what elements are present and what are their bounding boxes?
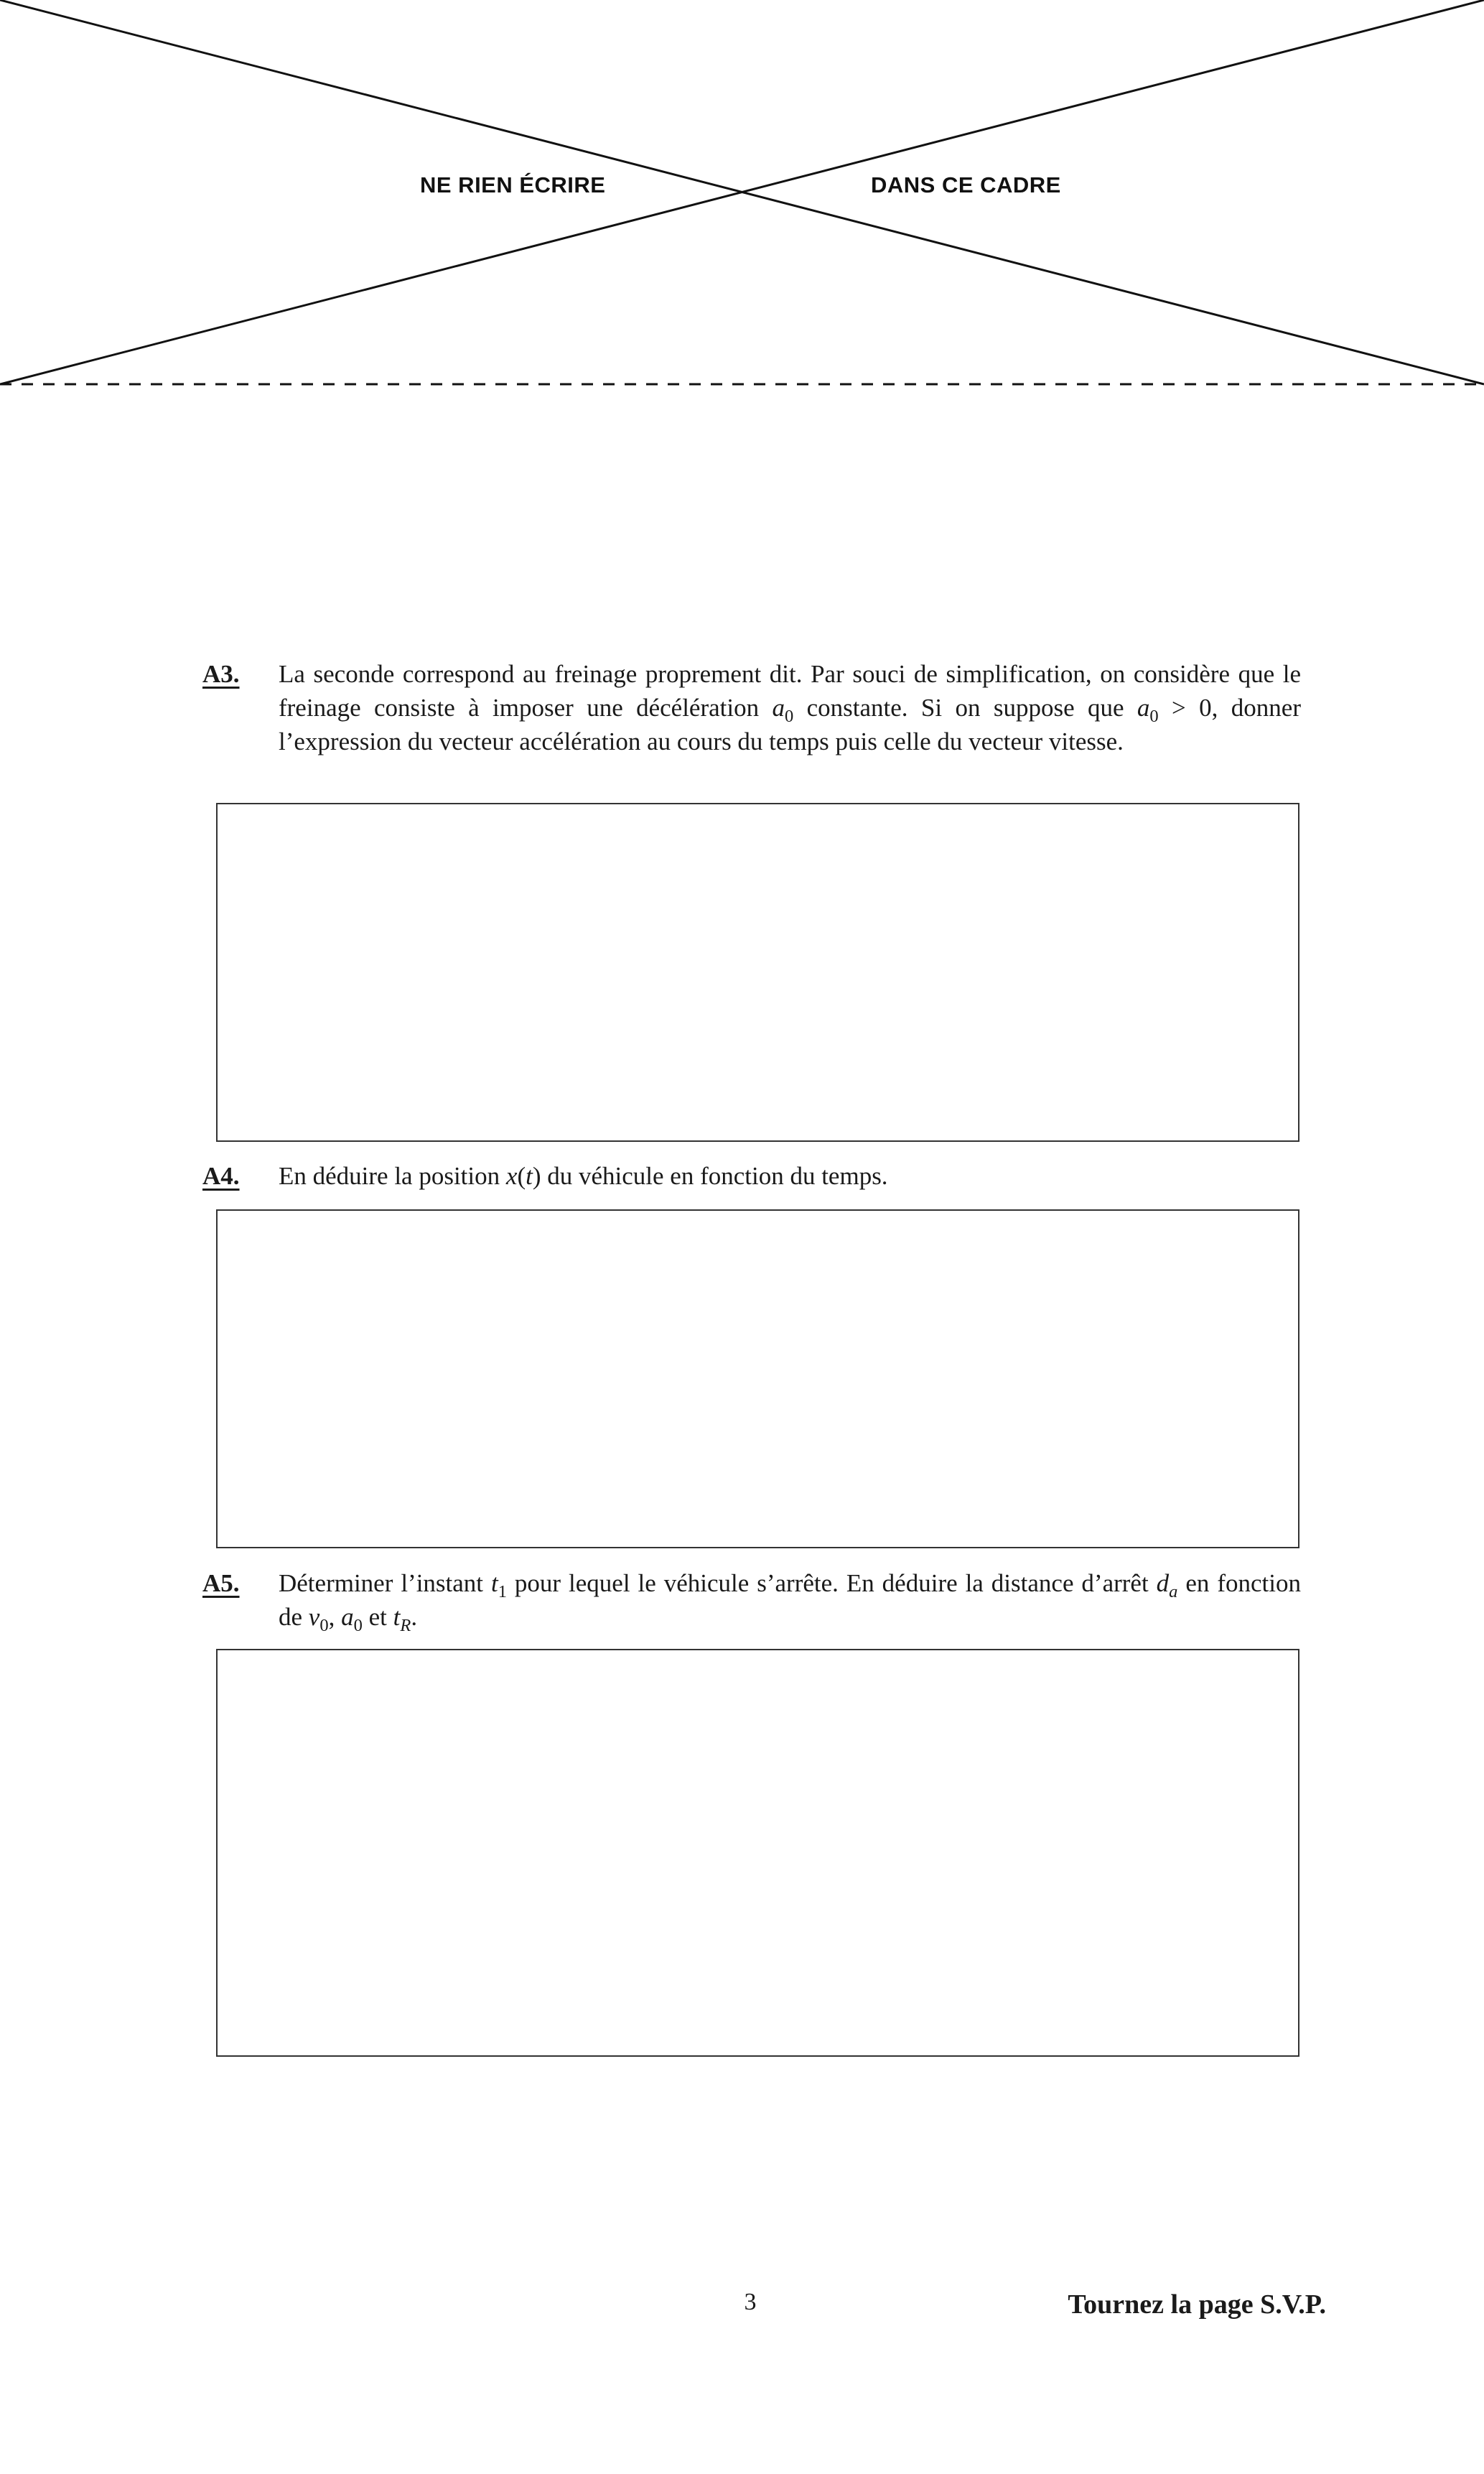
question-text: Déterminer l’instant $t_1$ pour lequel le véhicule s’arrête. En déduire la distance d’arrêt $d_a$ en fonction de $v_0$, $a_0$ et $t_R$. (279, 1569, 1301, 1635)
question-label: A4. (202, 1162, 240, 1190)
no-write-label-left: NE RIEN ÉCRIRE (420, 172, 606, 197)
question-a5 (202, 1566, 1301, 1634)
answer-box-a4[interactable] (216, 1209, 1299, 1548)
answer-box-a3[interactable] (216, 803, 1299, 1142)
question-a3 (202, 657, 1301, 758)
turn-page-note: Tournez la page S.V.P. (1068, 2289, 1326, 2320)
answer-box-a5[interactable] (216, 1649, 1299, 2057)
no-write-frame (0, 0, 1484, 402)
question-text: En déduire la position x(t) du véhicule en fonction du temps. (279, 1162, 888, 1190)
question-label: A5. (202, 1569, 240, 1597)
question-a4 (202, 1159, 1301, 1193)
question-label: A3. (202, 660, 240, 688)
question-text: La seconde correspond au freinage proprement dit. Par souci de simplification, on considère que le freinage consiste à imposer une décélération $a_0$ constante. Si on suppose que $a_0 > 0$, donner l’expression du vecteur accélération au cours du temps puis celle du vecteur vitesse. (279, 660, 1301, 755)
no-write-label-right: DANS CE CADRE (871, 172, 1061, 197)
page-number: 3 (744, 2289, 757, 2315)
